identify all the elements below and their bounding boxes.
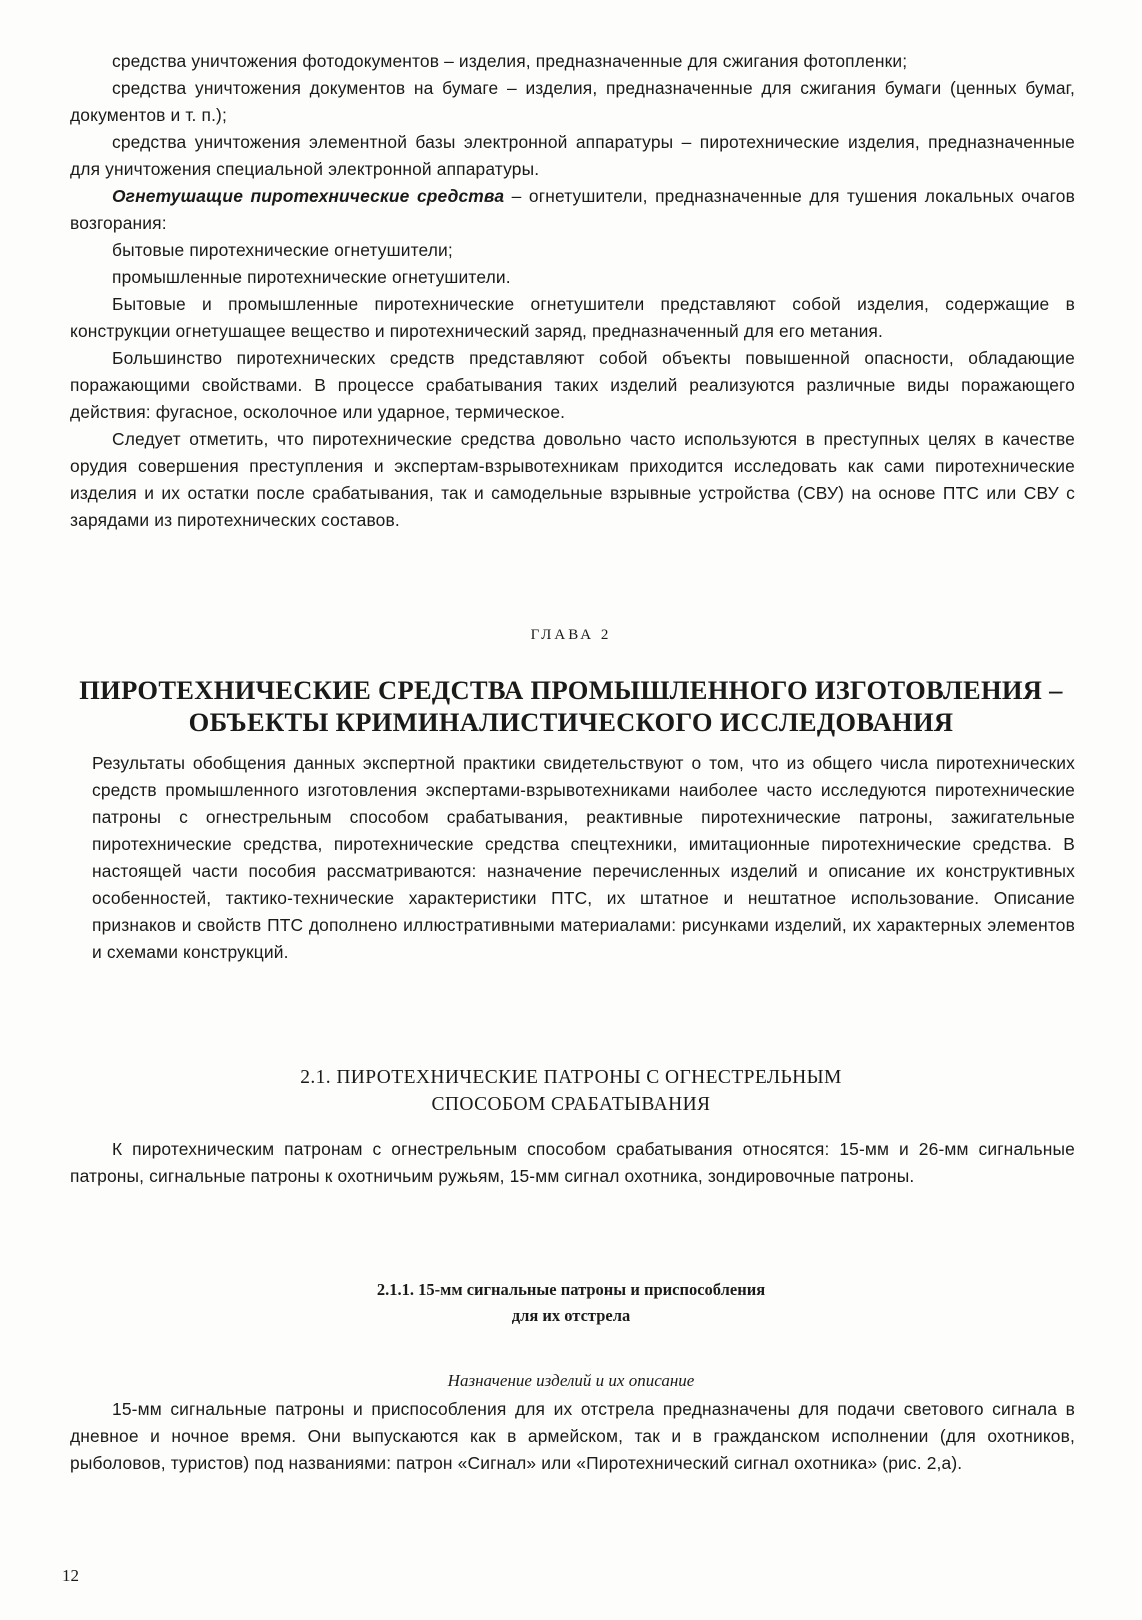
section-title-line-2: СПОСОБОМ СРАБАТЫВАНИЯ [431,1094,711,1115]
chapter-title [60,674,1082,738]
list-item-household-extinguishers: бытовые пиротехнические огнетушители; [112,240,453,260]
subsection-title [60,1277,1082,1329]
paragraph-extinguishers-description: Бытовые и промышленные пиротехнические огнетушители представляют собой изделия, содержащие в конструкции огнетушащее вещество и пиротехнический заряд, предназначенный для его метания. [70,294,1075,341]
extinguishing-definition: – огнетушители, предназначенные для тушения локальных очагов возгорания: [70,186,1075,233]
chapter-intro-paragraph: Результаты обобщения данных экспертной практики свидетельствуют о том, что из общего числа пиротехнических средств промышленного изготовления экспертами-взрывотехниками наиболее часто исследуются пиротехнические патроны с огнестрельным способом срабатывания, реактивные пиротехнические патроны, зажигательные пиротехнические средства, пиротехнические средства спецтехники, имитационные пиротехнические средства. В настоящей части пособия рассматриваются: назначение перечисленных изделий и описание их конструктивных особенностей, тактико-технические характеристики ПТС, их штатное и нештатное использование. Описание признаков и свойств ПТС дополнено иллюстративными материалами: рисунками изделий, их характерных элементов и схемами конструкций. [92,753,1075,962]
paragraph-hazard: Большинство пиротехнических средств представляют собой объекты повышенной опасности, обладающие поражающими свойствами. В процессе срабатывания таких изделий реализуются различные виды поражающего действия: фугасное, осколочное или ударное, термическое. [70,348,1075,422]
chapter-title-line-1: ПИРОТЕХНИЧЕСКИЕ СРЕДСТВА ПРОМЫШЛЕННОГО ИЗГОТОВЛЕНИЯ – [79,675,1063,705]
list-item-industrial-extinguishers: промышленные пиротехнические огнетушители. [112,267,511,287]
section-title [60,1064,1082,1118]
subsection-subheading: Назначение изделий и их описание [447,1371,695,1390]
paragraph-extinguishing-means [70,183,1075,237]
section-title-line-1: 2.1. ПИРОТЕХНИЧЕСКИЕ ПАТРОНЫ С ОГНЕСТРЕЛЬНЫМ [300,1067,842,1088]
subsection-title-line-2: для их отстрела [511,1306,631,1325]
subsection-title-line-1: 2.1.1. 15-мм сигнальные патроны и приспособления [376,1280,766,1299]
chapter-intro-block [92,750,1075,966]
subsection-paragraph: 15-мм сигнальные патроны и приспособления для их отстрела предназначены для подачи светового сигнала в дневное и ночное время. Они выпускаются как в армейском, так и в гражданском исполнении (для охотников, рыболовов, туристов) под названиями: патрон «Сигнал» или «Пиротехнический сигнал охотника» (рис. 2,а). [70,1399,1075,1473]
subsection-text-block [70,1396,1075,1477]
section-text-block [70,1136,1075,1190]
section-paragraph: К пиротехническим патронам с огнестрельным способом срабатывания относятся: 15-мм и 26-мм сигнальные патроны, сигнальные патроны к охотничьим ружьям, 15-мм сигнал охотника, зондировочные патроны. [70,1139,1075,1186]
paragraph-photo-destruction: средства уничтожения фотодокументов – изделия, предназначенные для сжигания фотопленки; [112,51,908,71]
chapter-label: ГЛАВА 2 [530,627,612,643]
paragraph-electronics-destruction: средства уничтожения элементной базы электронной аппаратуры – пиротехнические изделия, предназначенные для уничтожения специальной электронной аппаратуры. [70,132,1075,179]
paragraph-criminal-use: Следует отметить, что пиротехнические средства довольно часто используются в преступных целях в качестве орудия совершения преступления и экспертам-взрывотехникам приходится исследовать как сами пиротехнические изделия и их остатки после срабатывания, так и самодельные взрывные устройства (СВУ) на основе ПТС или СВУ с зарядами из пиротехнических составов. [70,429,1075,530]
extinguishing-lead-term: Огнетушащие пиротехнические средства [112,186,505,206]
chapter-title-line-2: ОБЪЕКТЫ КРИМИНАЛИСТИЧЕСКОГО ИССЛЕДОВАНИЯ [188,707,954,737]
paragraph-paper-destruction: средства уничтожения документов на бумаге – изделия, предназначенные для сжигания бумаги (ценных бумаг, документов и т. п.); [70,78,1075,125]
page-number: 12 [62,1566,79,1585]
top-text-block [70,48,1075,534]
